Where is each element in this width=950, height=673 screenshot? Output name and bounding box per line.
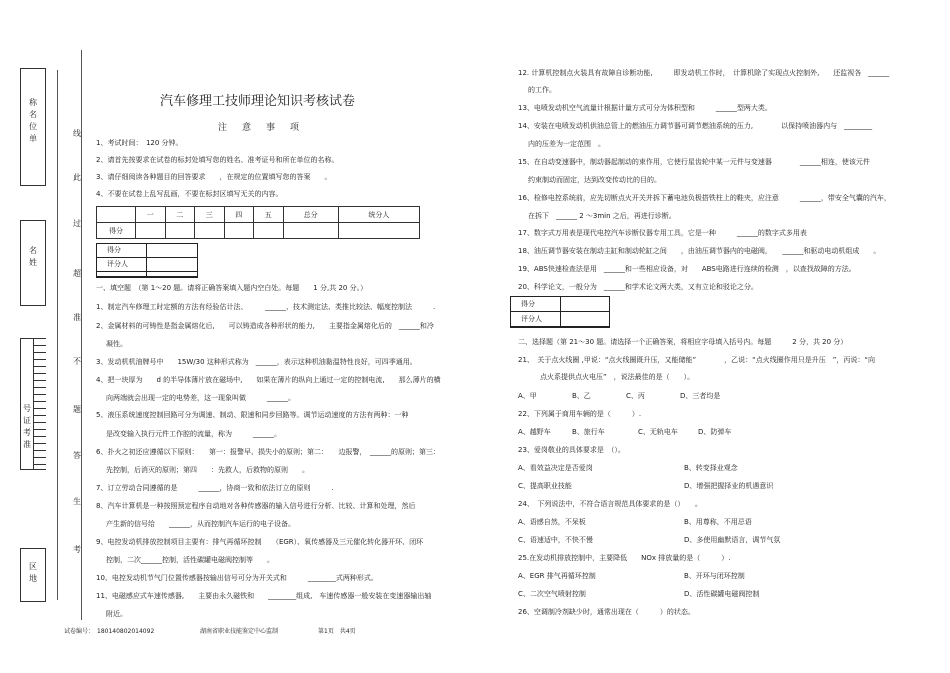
- mc-23-option-a[interactable]: A、看效益决定是否爱岗: [518, 464, 593, 472]
- question-2-cont: 凝性。: [106, 340, 127, 348]
- question-5: 5、液压系统速度控制回路可分为调速、制动、限速和同步回路等。调节运动速度的方法有两种：一种: [96, 411, 409, 419]
- mc-23: 23、爱岗敬业的具体要求是 （）。: [518, 446, 625, 454]
- question-9: 9、电控发动机排放控制项目主要有：排气再循环控制 （EGR）、氧传感器及三元催化转化器开环、闭环: [96, 538, 424, 546]
- cut-char-6: 题: [73, 405, 81, 414]
- mc-25: 25.在发动机排放控制中，主要降低 NOx 排放量的是（ ）.: [518, 554, 731, 562]
- question-16-cont: 在拆下 ______ 2 ～3min 之后，再进行诊断。: [528, 212, 676, 220]
- cut-char-2: 过: [73, 219, 81, 228]
- score-cell[interactable]: [283, 223, 338, 239]
- mc-23-option-d[interactable]: D、增强把握择业的机遇意识: [684, 482, 774, 490]
- question-7: 7、订立劳动合同遵循的是 ______，协商一致和依法订立的原则 .: [96, 484, 334, 492]
- mc-24: 24、 下列说法中，不符合语言规范具体要求的是（） 。: [518, 500, 702, 508]
- footer-issuer: 湖南省职业技能鉴定中心监制: [200, 628, 279, 635]
- question-8: 8、汽车计算机是一种按照预定程序自动地对各种传感器的输入信号进行分析、比较、计算和处理，然后: [96, 502, 416, 510]
- score-cell[interactable]: [195, 223, 225, 239]
- grade-divider: [560, 297, 561, 327]
- question-6: 6、扑火之初还应遵循以下原则： 第一：报警早、损失小的原则；第二： 边报警， ______的原则；第三：: [96, 448, 440, 456]
- cut-char-0: 线: [73, 129, 81, 138]
- mc-21-option-c[interactable]: C、丙: [626, 392, 645, 400]
- cut-char-5: 不: [73, 357, 81, 366]
- score-cell[interactable]: [136, 223, 166, 239]
- area-box: [20, 548, 46, 602]
- score-header-0: [97, 207, 136, 223]
- question-13: 13、电喷发动机空气流量计根据计量方式可分为体积型和 ______型两大类。: [518, 104, 772, 112]
- exam-id-label: 号证考准: [23, 404, 31, 449]
- grade-extra-row: [97, 272, 197, 277]
- grade-box-2: [510, 296, 610, 328]
- score-header-total: 总分: [283, 207, 338, 223]
- score-header-1: 一: [136, 207, 166, 223]
- section1-header: 一、填空题 （第 1～20 题。请将正确答案填入题内空白处。每题 1 分,共 20 分。）: [96, 284, 368, 292]
- score-header-5: 五: [254, 207, 284, 223]
- question-16: 16、检修电控系统前，应先切断点火开关并拆下蓄电池负极搭铁柱上的鞋夹，应注意 ______，带安全气囊的汽车，: [518, 194, 891, 202]
- mc-22-option-b[interactable]: B、旅行车: [572, 428, 605, 436]
- notice-title: 注 意 事 项: [218, 123, 303, 133]
- footer-serial: 试卷编号： 180140802014092: [64, 628, 155, 635]
- name-label: 名姓: [29, 246, 37, 267]
- question-5-cont: 是改变输入执行元件工作腔的流量，称为 ______。: [106, 430, 281, 438]
- exam-id-grid: [33, 339, 46, 469]
- mc-22-option-d[interactable]: D、防弹车: [698, 428, 732, 436]
- section2-header: 二、选择题（第 21～30 题。请选择一个正确答案，将相应字母填入括号内。每题 2 分，共 20 分）: [518, 338, 848, 346]
- score-header-4: 四: [224, 207, 254, 223]
- question-10: 10、电控发动机节气门位置传感器按输出信号可分为开关式和 ________式两种形式。: [96, 574, 378, 582]
- question-15: 15、在自动变速器中，制动器起制动的束作用，它使行星齿轮中某一元件与变速器 ______相连，使该元件: [518, 158, 870, 166]
- score-table: [96, 206, 420, 239]
- question-20: 20、科学论文，一般分为 ______和学术论文两大类，又有立论和驳论之分。: [518, 283, 758, 291]
- grade-grader-label: 评分人: [97, 258, 197, 272]
- mc-25-option-c[interactable]: C、二次空气喷射控制: [518, 590, 586, 598]
- score-header-3: 三: [195, 207, 225, 223]
- notice-1: 1、考试时间： 120 分钟。: [96, 139, 183, 147]
- question-18: 18、油压调节器安装在制动主缸和制动轮缸之间 ，由油压调节器内的电磁阀， ______和驱动电动机组成 。: [518, 247, 881, 255]
- grade-score-label: 得分: [97, 244, 197, 258]
- question-3: 3、发动机机油牌号中 15W/30 这种形式称为 ______，表示这种机油黏温特性良好，可四季通用。: [96, 358, 417, 366]
- score-cell[interactable]: [254, 223, 284, 239]
- mc-23-option-c[interactable]: C、提高职业技能: [518, 482, 572, 490]
- score-header-2: 二: [165, 207, 195, 223]
- mc-21-cont: 点火系提供点火电压” ，说法最佳的是（ ）。: [540, 373, 695, 381]
- exam-id-box: [20, 338, 46, 470]
- question-2: 2、金属材料的可铸性是指金属熔化后, 可以铸造成各种形状的能力, 主要指金属熔化后的 ______和冷: [96, 322, 434, 330]
- mc-26: 26、空调制冷剂缺少时，通常出现在（ ）的状态。: [518, 608, 695, 616]
- grade-box-1: [96, 243, 198, 278]
- question-11: 11、电磁感应式车速传感器, 主要由永久磁铁和 ________组成, 车速传感器一般安装在变速器输出轴: [96, 592, 432, 600]
- score-cell[interactable]: [338, 223, 419, 239]
- cut-char-7: 答: [73, 451, 81, 460]
- mc-22-option-a[interactable]: A、越野车: [518, 428, 551, 436]
- score-header-tallier: 统分人: [338, 207, 419, 223]
- mc-24-option-c[interactable]: C、语速适中，不快不慢: [518, 536, 593, 544]
- cut-char-4: 准: [73, 313, 81, 322]
- cut-char-1: 此: [73, 173, 81, 182]
- unit-label: 称名位单: [29, 98, 37, 143]
- cut-char-3: 超: [73, 269, 81, 278]
- question-9-cont: 控制，二次______控制，活性碳罐电磁阀控制等 。: [106, 556, 274, 564]
- mc-21-option-b[interactable]: B、乙: [572, 392, 591, 400]
- question-15-cont: 约束制动而固定，达到改变传动比的目的。: [528, 176, 661, 184]
- question-4: 4、把一块厚为 d 的半导体薄片放在磁场中, 如果在薄片的纵向上通过一定的控制电流, 那么薄片的横: [96, 376, 441, 384]
- question-4-cont: 向两端就会出现一定的电势差，这一现象叫做 ______。: [106, 394, 295, 402]
- mc-25-option-a[interactable]: A、EGR 排气再循环控制: [518, 572, 596, 580]
- question-19: 19、ABS快速检查法是用 ______和一些相应设备，对 ABS电路进行连续的检测 ，以查找故障的方法。: [518, 265, 856, 273]
- question-14: 14、安装在电喷发动机供油总管上的燃油压力调节器可调节燃油系统的压力, 以保持喷油器内与 ________: [518, 122, 873, 130]
- mc-22: 22、下列属于商用车辆的是（ ）.: [518, 410, 642, 418]
- binding-line-2: [81, 50, 82, 620]
- grade-divider: [146, 244, 147, 277]
- area-label: 区地: [29, 562, 37, 583]
- name-box: [20, 220, 46, 306]
- unit-box: [20, 68, 46, 186]
- question-6-cont: 先控制，后消灭的原则；第四 ：先救人，后救物的原则 。: [106, 466, 309, 474]
- grade-score-label: 得分: [511, 297, 609, 312]
- cut-char-9: 考: [73, 545, 81, 554]
- mc-21-option-d[interactable]: D、三者均是: [680, 392, 721, 400]
- mc-23-option-b[interactable]: B、转变择业观念: [684, 464, 738, 472]
- grade-grader-label: 评分人: [511, 312, 609, 327]
- notice-2: 2、请首先按要求在试卷的标封处填写您的姓名、准考证号和所在单位的名称。: [96, 156, 339, 164]
- score-row-label: 得分: [97, 223, 136, 239]
- mc-25-option-b[interactable]: B、开环与闭环控制: [684, 572, 745, 580]
- question-12: 12. 计算机控制点火装具有故障自诊断功能, 即发动机工作时， 计算机除了实现点火控制外, 还监视各 ______: [518, 69, 890, 77]
- mc-25-option-d[interactable]: D、活性碳罐电磁阀控制: [684, 590, 760, 598]
- footer-page: 第1页 共4页: [318, 628, 356, 635]
- notice-4: 4、不要在试卷上乱写乱画，不要在标封区填写无关的内容。: [96, 190, 283, 198]
- question-14-cont: 内的压差为一定范围 。: [528, 140, 605, 148]
- question-1: 1、制定汽车修理工时定额的方法有经验估计法、 ______、技术测定法、类推比较法、幅度控制法 .: [96, 303, 436, 311]
- mc-21: 21、 关于点火线圈 ,甲说：“点火线圈既升压，又能储能” ，乙说：“点火线圈作用只是升压 ”，丙说：“向: [518, 356, 875, 364]
- question-11-cont: 附近。: [106, 610, 127, 618]
- question-8-cont: 产生新的信号给 ______，从而控制汽车运行的电子设备。: [106, 520, 295, 528]
- binding-line-1: [57, 70, 58, 600]
- question-17: 17、数字式万用表是现代电控汽车诊断仪器专用工具，它是一种 ______的数字式多用表: [518, 229, 807, 237]
- page-title: 汽车修理工技师理论知识考核试卷: [160, 94, 356, 109]
- question-12-cont: 的工作。: [528, 86, 556, 94]
- score-cell[interactable]: [165, 223, 195, 239]
- cut-char-8: 生: [73, 497, 81, 506]
- score-cell[interactable]: [224, 223, 254, 239]
- mc-24-option-b[interactable]: B、用尊称，不用忌语: [684, 518, 752, 526]
- notice-3: 3、请仔细阅读各种题目的回答要求 ，在规定的位置填写您的答案 。: [96, 173, 332, 181]
- mc-24-option-a[interactable]: A、语感自然，不呆板: [518, 518, 586, 526]
- mc-24-option-d[interactable]: D、多使用幽默语言，调节气氛: [684, 536, 781, 544]
- mc-21-option-a[interactable]: A、甲: [518, 392, 537, 400]
- mc-22-option-c[interactable]: C、无轨电车: [638, 428, 678, 436]
